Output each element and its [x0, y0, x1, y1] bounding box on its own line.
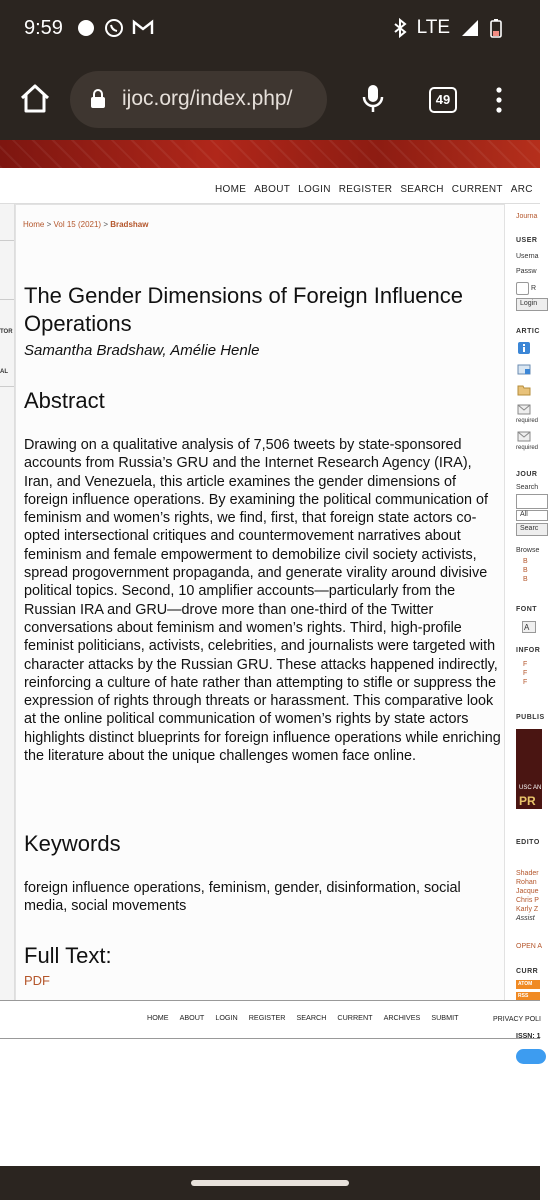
assistant-label: Assist — [516, 915, 535, 922]
remember-checkbox[interactable] — [516, 282, 529, 295]
current-issue-title: CURR — [516, 968, 539, 975]
left-sidebar-label[interactable]: AL — [0, 369, 8, 375]
issn-text: ISSN: 1 — [516, 1033, 541, 1040]
home-gesture-handle[interactable] — [191, 1180, 349, 1186]
browse-link[interactable]: B — [523, 558, 528, 565]
article-title: The Gender Dimensions of Foreign Influence Operations — [24, 283, 464, 336]
user-block-title: USER — [516, 237, 538, 244]
footer-register[interactable]: REGISTER — [248, 1013, 286, 1022]
atom-feed-badge[interactable] — [516, 980, 540, 989]
footer-archives[interactable]: ARCHIVES — [383, 1013, 421, 1022]
nav-archives[interactable]: ARC — [510, 184, 533, 195]
login-button[interactable] — [516, 298, 548, 311]
signal-app-icon — [76, 18, 96, 38]
system-icons — [393, 17, 502, 39]
home-icon[interactable] — [18, 82, 52, 116]
twitter-follow-button[interactable] — [516, 1049, 546, 1064]
privacy-policy-link[interactable]: PRIVACY POLI — [493, 1016, 541, 1023]
pdf-link[interactable]: PDF — [24, 973, 50, 988]
top-navigation — [0, 168, 540, 204]
required-note: required — [516, 418, 539, 424]
username-label: Userna — [516, 253, 539, 260]
more-menu-icon[interactable] — [496, 87, 502, 113]
article-authors: Samantha Bradshaw, Amélie Henle — [24, 342, 260, 359]
notification-icons — [76, 18, 154, 38]
divider — [0, 386, 14, 387]
nav-login[interactable]: LOGIN — [298, 184, 331, 195]
fulltext-heading: Full Text: — [24, 943, 112, 968]
breadcrumb-home[interactable]: Home — [23, 220, 45, 229]
footer-search[interactable]: SEARCH — [296, 1013, 327, 1022]
browser-toolbar — [0, 60, 540, 140]
password-label: Passw — [516, 268, 537, 275]
divider — [0, 240, 14, 241]
url-text[interactable]: ijoc.org/index.php/ — [122, 87, 293, 110]
search-scope-value: All — [520, 511, 528, 518]
search-scope-select[interactable] — [516, 510, 548, 521]
network-type: LTE — [416, 17, 450, 38]
microphone-icon[interactable] — [362, 84, 384, 114]
breadcrumb-volume[interactable]: Vol 15 (2021) — [53, 220, 102, 229]
breadcrumb-separator: > — [46, 220, 52, 229]
feed-badge-label: ATOM — [518, 981, 533, 987]
search-button[interactable] — [516, 523, 548, 536]
nav-search[interactable]: SEARCH — [400, 184, 444, 195]
article-tools-title: ARTIC — [516, 328, 540, 335]
editor-link[interactable]: Shader — [516, 870, 539, 877]
publisher-cover-image[interactable] — [516, 729, 542, 809]
tab-switcher-button[interactable]: 49 — [429, 87, 457, 113]
nav-current[interactable]: CURRENT — [451, 184, 503, 195]
publisher-title: PUBLIS — [516, 714, 545, 721]
journal-help-link[interactable]: Journa — [516, 213, 538, 220]
cover-text: USC AN — [519, 785, 542, 791]
address-bar[interactable] — [70, 71, 327, 128]
feed-badge-label: RSS — [518, 993, 529, 999]
keywords-text: foreign influence operations, feminism, gender, disinformation, social media, social movements — [24, 880, 461, 915]
divider — [0, 299, 14, 300]
nav-home[interactable]: HOME — [215, 184, 247, 195]
email-icon[interactable] — [517, 403, 531, 415]
breadcrumb-separator: > — [103, 220, 108, 229]
email-author-icon[interactable] — [517, 430, 531, 442]
open-access-link[interactable]: OPEN A — [516, 943, 543, 950]
info-link[interactable]: F — [523, 670, 528, 677]
info-link[interactable]: F — [523, 661, 528, 668]
status-bar — [0, 0, 540, 60]
breadcrumb-current[interactable]: Bradshaw — [110, 220, 149, 229]
battery-low-icon — [490, 18, 502, 38]
info-icon[interactable] — [517, 342, 531, 354]
font-size-title: FONT — [516, 606, 538, 613]
footer-navigation — [0, 1000, 540, 1039]
breadcrumb — [23, 220, 148, 229]
lock-icon[interactable] — [90, 89, 106, 109]
search-button-label: Searc — [520, 525, 539, 532]
nav-about[interactable]: ABOUT — [254, 184, 291, 195]
journal-banner — [0, 140, 540, 168]
footer-about[interactable]: ABOUT — [179, 1013, 205, 1022]
browse-link[interactable]: B — [523, 567, 528, 574]
right-sidebar — [514, 204, 545, 1074]
gmail-icon — [132, 18, 154, 38]
info-link[interactable]: F — [523, 679, 528, 686]
status-time: 9:59 — [24, 17, 63, 39]
cell-signal-icon — [460, 18, 480, 38]
bluetooth-icon — [393, 18, 407, 38]
information-title: INFOR — [516, 647, 541, 654]
folder-icon[interactable] — [517, 384, 531, 396]
nav-register[interactable]: REGISTER — [338, 184, 393, 195]
editor-link[interactable]: Jacque — [516, 888, 539, 895]
font-size-icon[interactable] — [522, 621, 536, 633]
keywords-heading: Keywords — [24, 831, 121, 856]
left-sidebar — [0, 204, 15, 1004]
login-button-label: Login — [520, 300, 538, 307]
remember-label: R — [531, 285, 537, 292]
main-content — [15, 204, 505, 1002]
browse-label: Browse — [516, 547, 540, 554]
editors-title: EDITO — [516, 839, 540, 846]
editor-link[interactable]: Karly Z — [516, 906, 539, 913]
required-note: required — [516, 445, 539, 451]
footer-current[interactable]: CURRENT — [337, 1013, 373, 1022]
search-label: Search — [516, 484, 539, 491]
navigation-bar — [0, 1166, 540, 1200]
cover-text: PR — [519, 794, 536, 808]
abstract-text: Drawing on a qualitative analysis of 7,506 tweets by state-sponsored accounts from Russia’s GRU and the Internet Research Agency (IRA), Iran, and Venezuela, this article examines the gender dimensions of foreign influence operations. By examining the political communication of feminism and women’s rights, we find, first, that foreign state actors co-opted intersectional critiques and countermovement narratives about feminism and female empowerment to demobilize civil society activists, spread progovernment propaganda, and generate virality around divisive political topics. Second, 10 amplifier accounts—particularly from the Russian IRA and GRU—drove more than one-third of the Twitter conversations about feminism and women’s rights. Third, high-profile feminist politicians, activists, celebrities, and journalists were targeted with character attacks by the Russian GRU. These attacks happened indirectly, reinforcing a culture of hate rather than attempting to stifle or suppress the expression of rights through threats or harassment. This comparative look at the online political communication of women’s rights by state actors highlights distinct blueprints for foreign influence operations while enriching the literature about the unique challenges women face online. — [24, 437, 501, 765]
abstract-heading: Abstract — [24, 388, 105, 413]
browse-link[interactable]: B — [523, 576, 528, 583]
editor-link[interactable]: Rohan — [516, 879, 537, 886]
footer-home[interactable]: HOME — [147, 1013, 169, 1022]
footer-login[interactable]: LOGIN — [215, 1013, 238, 1022]
left-sidebar-label[interactable]: TOR — [0, 329, 13, 335]
svg-text:A: A — [524, 623, 530, 632]
journal-content-title: JOUR — [516, 471, 538, 478]
search-input[interactable] — [516, 494, 548, 509]
footer-submit[interactable]: SUBMIT — [431, 1013, 459, 1022]
editor-link[interactable]: Chris P — [516, 897, 539, 904]
print-icon[interactable] — [517, 363, 531, 375]
whatsapp-icon — [104, 18, 124, 38]
